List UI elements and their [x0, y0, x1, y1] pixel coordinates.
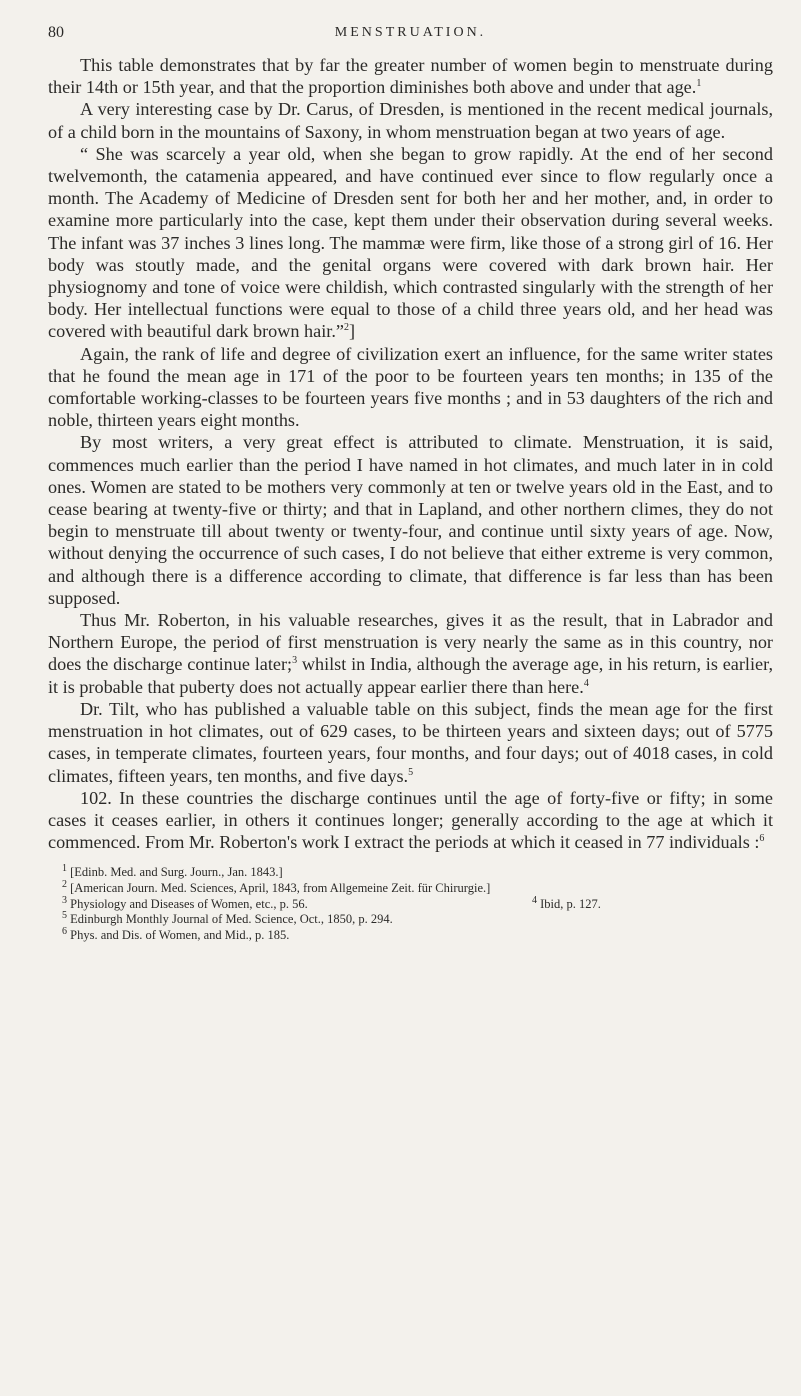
footnote-1: $^1$ [Edinb. Med. and Surg. Journ., Jan. 1843.] — [62, 863, 283, 880]
footnote-2: $^2$ [American Journ. Med. Sciences, April, 1843, from Allgemeine Zeit. für Chirurgie.] — [62, 878, 491, 895]
footnote-3: $^3$ Physiology and Diseases of Women, etc., p. 56. — [62, 894, 308, 911]
footnote-3-4-row — [48, 894, 773, 913]
footnote-ref-1: 1 — [696, 78, 702, 90]
page-number: 80 — [48, 24, 64, 41]
footnote-ref-2: 2 — [343, 322, 349, 334]
running-head: MENSTRUATION. — [334, 25, 487, 40]
body-text — [48, 54, 773, 853]
footnote-4: $^4$ Ibid, p. 127. — [532, 894, 601, 911]
footnote-ref-3: 3 — [292, 655, 298, 667]
paragraph-5: By most writers, a very great effect is attributed to climate. Menstruation, it is said, commences much earlier than the period I have named in hot climates, and much later in in cold ones. Women are stated to be mothers very commonly at ten or twelve years old in the East, and to cease bearing at twenty-five or thirty; and that in Lapland, and other northern climes, they do not begin to menstruate till about twenty or twenty-four, and continue until sixty years of age. Now, without denying the occurrence of such cases, I do not believe that either extreme is very common, and although there is a difference according to climate, that difference is far less than has been supposed. — [48, 432, 773, 608]
paragraph-7: Dr. Tilt, who has published a valuable table on this subject, finds the mean age for the first menstruation in hot climates, out of 629 cases, to be thirteen years and sixteen days; out of 5775 cases, in temperate climates, fourteen years, four months, and four days; out of 4018 cases, in cold climates, fifteen years, ten months, and five days.$^5$ — [48, 698, 773, 786]
footnote-ref-5: 5 — [408, 766, 414, 778]
paragraph-3-quote: “ She was scarcely a year old, when she began to grow rapidly. At the end of her second twelvemonth, the catamenia appeared, and have continued ever since to flow regularly once a month. The Academy of Medicine of Dresden sent for both her and her mother, and, in order to examine more particularly into the case, kept them under their observation during several weeks. The infant was 37 inches 3 lines long. The mammæ were firm, like those of a strong girl of 16. Her body was stoutly made, and the genital organs were covered with dark brown hair. Her physiognomy and tone of voice were childish, which contrasted singularly with the strength of her body. Her intellectual functions were equal to those of a child three years old, and her head was covered with beautiful dark brown hair.”$^2$] — [48, 143, 773, 342]
footnote-5: $^5$ Edinburgh Monthly Journal of Med. Science, Oct., 1850, p. 294. — [62, 909, 393, 927]
book-page — [48, 10, 773, 943]
paragraph-6: Thus Mr. Roberton, in his valuable researches, gives it as the result, that in Labrador and Northern Europe, the period of first menstruation is very nearly the same as in this country, nor does the discharge continue later;$^3$ whilst in India, although the average age, in his return, is earlier, it is probable that puberty does not actually appear earlier there than here.$^4$ — [48, 610, 773, 697]
paragraph-2: A very interesting case by Dr. Carus, of Dresden, is mentioned in the recent medical journals, of a child born in the mountains of Saxony, in whom menstruation began at two years of age. — [48, 99, 773, 142]
footnote-ref-4: 4 — [583, 677, 589, 689]
paragraph-8: 102. In these countries the discharge continues until the age of forty-five or fifty; in some cases it ceases earlier, in others it continues longer; generally according to the age at which it commenced. From Mr. Roberton's work I extract the periods at which it ceased in 77 individuals :$^6$ — [48, 787, 773, 853]
footnote-6: $^6$ Phys. and Dis. of Women, and Mid., p. 185. — [62, 925, 290, 942]
footnote-ref-6: 6 — [759, 833, 765, 845]
paragraph-4: Again, the rank of life and degree of civilization exert an influence, for the same writer states that he found the mean age in 171 of the poor to be fourteen years ten months; in 135 of the comfortable working-classes to be fourteen years five months ; and in 53 daughters of the rich and noble, thirteen years eight months. — [48, 343, 773, 431]
footnotes — [48, 865, 773, 943]
paragraph-1: This table demonstrates that by far the greater number of women begin to menstruate during their 14th or 15th year, and that the proportion diminishes both above and under that age.$^1$ — [48, 55, 773, 98]
page-header — [48, 10, 773, 50]
